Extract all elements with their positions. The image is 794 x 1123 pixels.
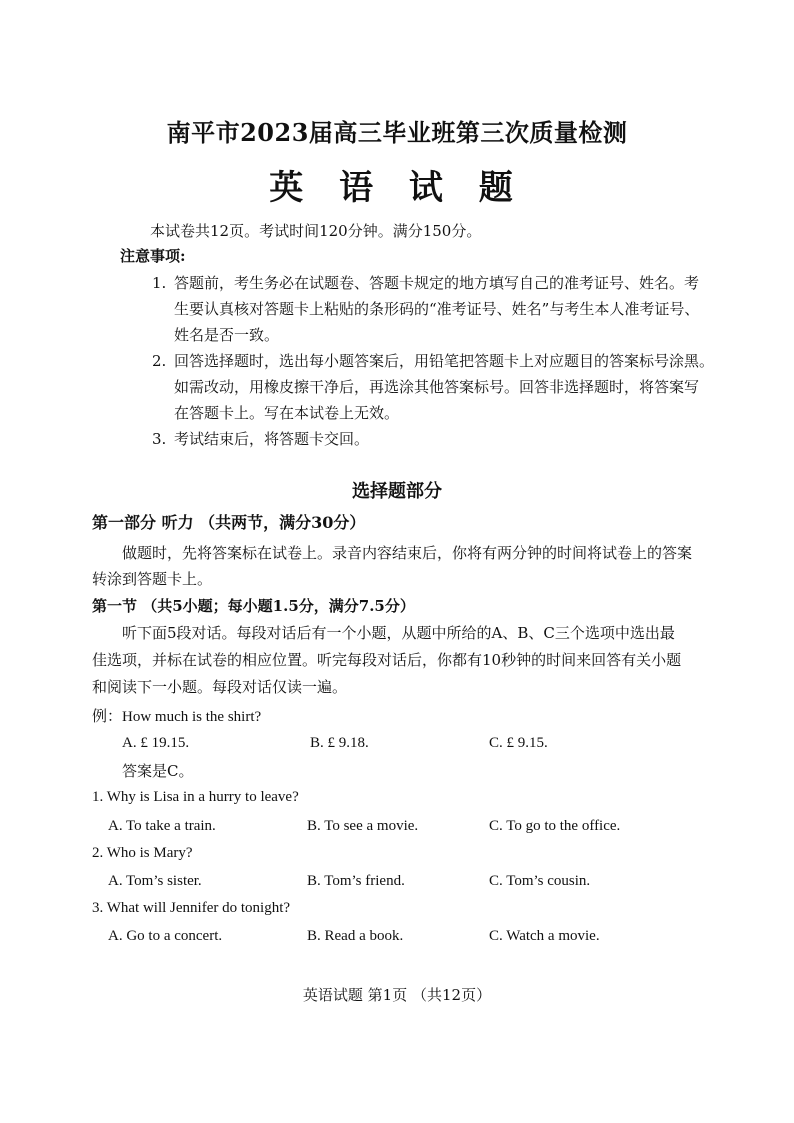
subsection-instruction-line-1: 听下面5段对话。每段对话后有一个小题，从题中所给的A、B、C三个选项中选出最 [122, 624, 675, 642]
notice-2-number: 2. [152, 352, 167, 370]
example-label: 例： [92, 707, 123, 725]
example-question: How much is the shirt? [122, 709, 262, 725]
notice-label: 注意事项: [120, 247, 186, 265]
page-footer: 英语试题 第1页 （共12页） [302, 986, 492, 1004]
question-2: 2. Who is Mary? [92, 845, 193, 861]
part-title: 第一部分 听力 （共两节，满分30分） [92, 513, 366, 532]
notice-3-line-1: 考试结束后，将答题卡交回。 [174, 430, 370, 448]
question-1-option-b: B. To see a movie. [307, 818, 419, 834]
question-1-option-c: C. To go to the office. [489, 818, 621, 834]
notice-1-line-2: 生要认真核对答题卡上粘贴的条形码的“准考证号、姓名”与考生本人准考证号、 [174, 300, 700, 318]
question-3-option-c: C. Watch a movie. [489, 928, 600, 944]
notice-2-line-2: 如需改动，用橡皮擦干净后，再选涂其他答案标号。回答非选择题时，将答案写 [174, 378, 700, 396]
example-option-b: B. £ 9.18. [310, 735, 369, 751]
notice-2-line-1: 回答选择题时，选出每小题答案后，用铅笔把答题卡上对应题目的答案标号涂黑。 [174, 352, 715, 370]
subsection-title: 第一节 （共5小题；每小题1.5分，满分7.5分） [92, 597, 415, 615]
notice-1-line-3: 姓名是否一致。 [174, 326, 280, 344]
notice-1-line-1: 答题前，考生务必在试题卷、答题卡规定的地方填写自己的准考证号、姓名。考 [174, 274, 700, 292]
subject-title: 英 语 试 题 [269, 168, 525, 208]
notice-1-number: 1. [152, 274, 167, 292]
subsection-instruction-line-2: 佳选项，并标在试卷的相应位置。听完每段对话后，你都有10秒钟的时间来回答有关小题 [92, 651, 682, 669]
question-3-option-b: B. Read a book. [307, 928, 404, 944]
part-instruction-line-1: 做题时，先将答案标在试卷上。录音内容结束后，你将有两分钟的时间将试卷上的答案 [122, 544, 693, 562]
paper-info: 本试卷共12页。考试时间120分钟。满分150分。 [150, 222, 482, 240]
example-option-a: A. £ 19.15. [122, 735, 190, 751]
question-3: 3. What will Jennifer do tonight? [92, 900, 291, 916]
example-option-c: C. £ 9.15. [489, 735, 548, 751]
exam-title: 南平市2023届高三毕业班第三次质量检测 [166, 118, 628, 147]
example-answer: 答案是C。 [122, 762, 194, 780]
subsection-instruction-line-3: 和阅读下一小题。每段对话仅读一遍。 [92, 678, 348, 696]
question-1-option-a: A. To take a train. [108, 818, 216, 834]
part-instruction-line-2: 转涂到答题卡上。 [92, 570, 213, 588]
question-2-option-a: A. Tom’s sister. [108, 873, 202, 889]
notice-2-line-3: 在答题卡上。写在本试卷上无效。 [174, 404, 400, 422]
question-3-option-a: A. Go to a concert. [108, 928, 223, 944]
example-row [92, 703, 261, 730]
question-1: 1. Why is Lisa in a hurry to leave? [92, 789, 299, 805]
section-title: 选择题部分 [352, 481, 442, 502]
question-2-option-c: C. Tom’s cousin. [489, 873, 591, 889]
question-2-option-b: B. Tom’s friend. [307, 873, 405, 889]
notice-3-number: 3. [152, 430, 167, 448]
